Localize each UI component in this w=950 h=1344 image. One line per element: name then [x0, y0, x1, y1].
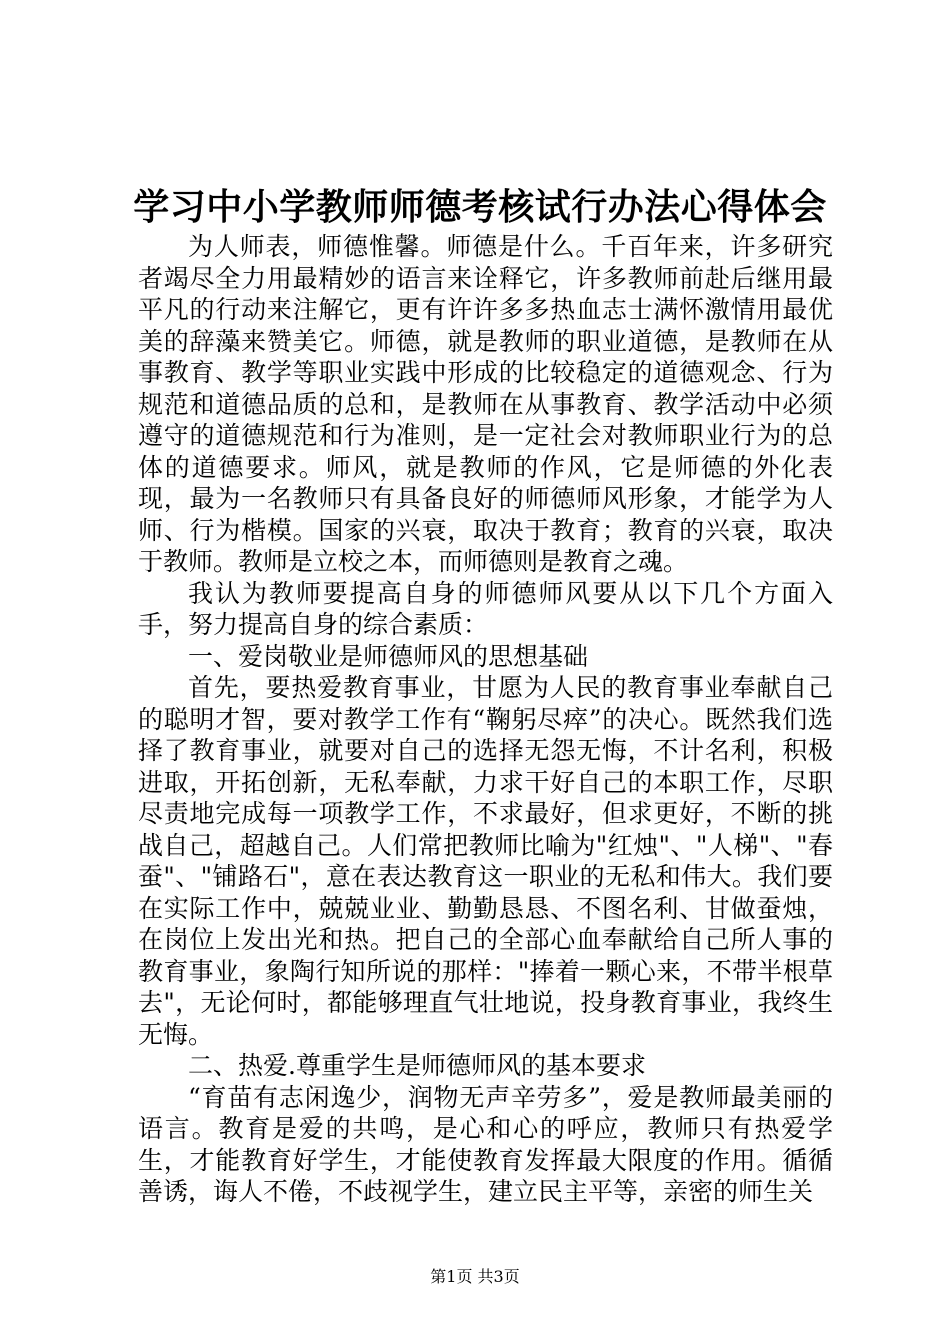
paragraph-intro: 为人师表，师德惟馨。师德是什么。千百年来，许多研究者竭尽全力用最精妙的语言来诠释它，许多教师前赴后继用最平凡的行动来注解它，更有许许多多热血志士满怀激情用最优美的辞藻来赞美它。师德，就是教师的职业道德，是教师在从事教育、教学等职业实践中形成的比较稳定的道德观念、行为规范和道德品质的总和，是教师在从事教育、教学活动中必须遵守的道德规范和行为准则，是一定社会对教师职业行为的总体的道德要求。师风，就是教师的作风，它是师德的外化表现，最为一名教师只有具备良好的师德师风形象，才能学为人师、行为楷模。国家的兴衰，取决于教育；教育的兴衰，取决于教师。教师是立校之本，而师德则是教育之魂。 [138, 232, 833, 576]
paragraph-dedication: 首先，要热爱教育事业，甘愿为人民的教育事业奉献自己的聪明才智，要对教学工作有“鞠躬尽瘁”的决心。既然我们选择了教育事业，就要对自己的选择无怨无悔，不计名利，积极进取，开拓创新，无私奉献，力求干好自己的本职工作，尽职尽责地完成每一项教学工作，不求最好，但求更好，不断的挑战自己，超越自己。人们常把教师比喻为"红烛"、"人梯"、"春蚕"、"铺路石"，意在表达教育这一职业的无私和伟大。我们要在实际工作中，兢兢业业、勤勤恳恳、不图名利、甘做蚕烛，在岗位上发出光和热。把自己的全部心血奉献给自己所人事的教育事业，象陶行知所说的那样："捧着一颗心来，不带半根草去"，无论何时，都能够理直气壮地说，投身教育事业，我终生无悔。 [138, 673, 833, 1049]
document-body [138, 231, 833, 1208]
section-heading-2: 二、热爱.尊重学生是师德师风的基本要求 [188, 1051, 646, 1080]
document-title: 学习中小学教师师德考核试行办法心得体会 [133, 187, 827, 228]
page-footer: 第1页 共3页 [430, 1267, 520, 1286]
paragraph-approach: 我认为教师要提高自身的师德师风要从以下几个方面入手，努力提高自身的综合素质： [138, 578, 833, 639]
paragraph-love-students: “育苗有志闲逸少，润物无声辛劳多”，爱是教师最美丽的语言。教育是爱的共鸣，是心和心的呼应，教师只有热爱学生，才能教育好学生，才能使教育发挥最大限度的作用。循循善诱，诲人不倦，不歧视学生，建立民主平等，亲密的师生关 [138, 1082, 833, 1206]
section-heading-1: 一、爱岗敬业是师德师风的思想基础 [188, 641, 589, 671]
